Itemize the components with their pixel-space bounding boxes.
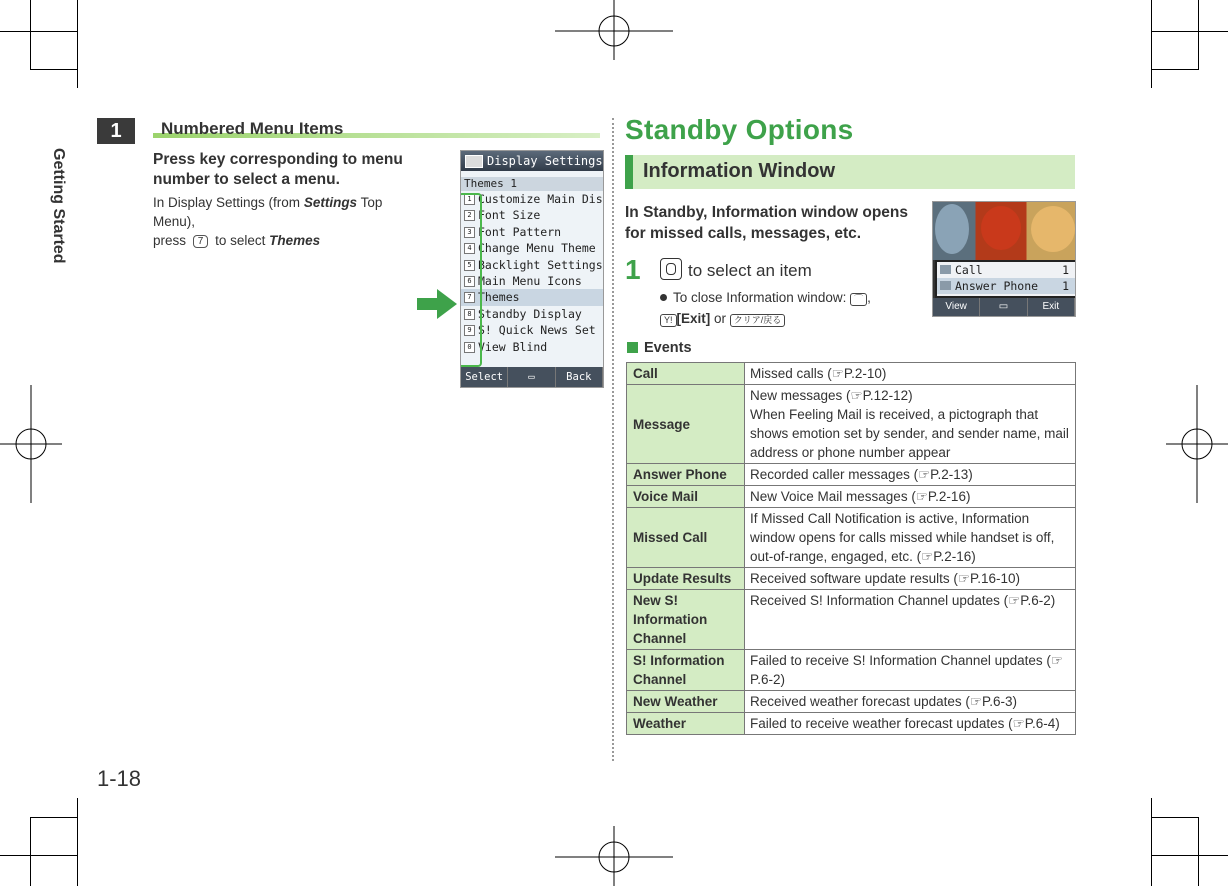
arrow-right-icon bbox=[417, 289, 457, 319]
instruction-post: to select bbox=[211, 233, 270, 248]
table-row bbox=[627, 568, 1076, 590]
phone-menu-item[interactable] bbox=[461, 306, 603, 322]
phone-menu-item[interactable] bbox=[461, 224, 603, 240]
step-text bbox=[660, 258, 812, 281]
menu-number-icon: 5 bbox=[464, 260, 475, 271]
end-key-icon: ⌒ bbox=[850, 293, 867, 306]
crop-mark bbox=[1151, 31, 1228, 32]
table-row bbox=[627, 508, 1076, 568]
info-softkeys bbox=[933, 298, 1075, 316]
themes-ref: Themes bbox=[269, 233, 321, 248]
phone-menu-item[interactable] bbox=[461, 257, 603, 273]
menu-item-label: Change Menu Theme bbox=[478, 241, 596, 256]
event-name: New Weather bbox=[627, 691, 745, 713]
section-bar bbox=[625, 155, 633, 189]
wallpaper-shape bbox=[935, 204, 969, 254]
exit-label: [Exit] bbox=[676, 311, 711, 326]
menu-icon bbox=[465, 155, 483, 168]
bullet-or: or bbox=[710, 311, 730, 326]
crop-mark bbox=[77, 0, 78, 88]
subheading bbox=[153, 117, 600, 141]
info-row-count: 1 bbox=[1062, 263, 1069, 277]
table-row bbox=[627, 590, 1076, 650]
event-name: Answer Phone bbox=[627, 464, 745, 486]
event-description: Recorded caller messages (☞P.2-13) bbox=[745, 464, 1076, 486]
instruction-text bbox=[153, 193, 403, 250]
phone-title: Display Settings bbox=[487, 154, 603, 168]
crop-mark bbox=[1198, 0, 1199, 70]
settings-ref: Settings bbox=[303, 195, 358, 210]
info-row-answer-phone[interactable] bbox=[937, 278, 1075, 294]
event-description: Missed calls (☞P.2-10) bbox=[745, 363, 1076, 385]
instruction-bold: Press key corresponding to menu number to select a menu. bbox=[153, 151, 403, 188]
table-row bbox=[627, 713, 1076, 735]
menu-number-icon: 0 bbox=[464, 342, 475, 353]
info-row-count: 1 bbox=[1062, 279, 1069, 293]
softkey-exit[interactable]: Exit bbox=[1028, 298, 1075, 316]
event-name: Message bbox=[627, 385, 745, 464]
phone-subtitle: Themes 1 bbox=[461, 177, 603, 191]
events-heading bbox=[627, 340, 692, 356]
menu-item-label: Customize Main Dis bbox=[478, 192, 603, 206]
info-row-label: Call bbox=[955, 263, 983, 277]
info-window-list bbox=[935, 260, 1076, 298]
event-name: Voice Mail bbox=[627, 486, 745, 508]
phone-menu-item[interactable] bbox=[461, 240, 603, 256]
phone-softkeys bbox=[461, 367, 603, 387]
softkey-center-icon[interactable]: ▭ bbox=[980, 298, 1027, 316]
event-description: Received weather forecast updates (☞P.6-3) bbox=[745, 691, 1076, 713]
table-row bbox=[627, 650, 1076, 691]
softkey-back[interactable]: Back bbox=[556, 367, 603, 387]
registration-mark-bottom bbox=[555, 826, 673, 886]
number-highlight bbox=[460, 193, 482, 367]
event-name: Update Results bbox=[627, 568, 745, 590]
information-window-screenshot bbox=[932, 201, 1076, 317]
menu-item-label: View Blind bbox=[478, 339, 548, 354]
event-name: S! Information Channel bbox=[627, 650, 745, 691]
event-name: Weather bbox=[627, 713, 745, 735]
events-heading-text: Events bbox=[644, 340, 692, 356]
softkey-center-icon[interactable]: ▭ bbox=[508, 367, 555, 387]
bullet-icon bbox=[660, 294, 667, 301]
event-description: Received S! Information Channel updates (☞P.6-2) bbox=[745, 590, 1076, 650]
key-7-icon: 7 bbox=[193, 235, 209, 248]
menu-item-label: Font Pattern bbox=[478, 224, 562, 239]
clear-key-icon: クリア/戻る bbox=[730, 314, 786, 327]
step-label: to select an item bbox=[688, 261, 812, 280]
step-number: 1 bbox=[625, 254, 641, 285]
page-title: Standby Options bbox=[625, 114, 854, 145]
crop-mark bbox=[77, 798, 78, 886]
menu-item-label: Main Menu Icons bbox=[478, 273, 582, 288]
table-row bbox=[627, 486, 1076, 508]
table-row bbox=[627, 464, 1076, 486]
registration-mark-left bbox=[0, 385, 62, 503]
chapter-label bbox=[50, 148, 134, 288]
call-icon bbox=[940, 265, 951, 274]
square-bullet-icon bbox=[627, 342, 638, 353]
menu-item-label: S! Quick News Set bbox=[478, 323, 596, 338]
bullet-pre: To close Information window: bbox=[673, 290, 851, 305]
events-table bbox=[626, 362, 1076, 735]
event-name: Missed Call bbox=[627, 508, 745, 568]
phone-menu-item[interactable] bbox=[461, 289, 603, 305]
crop-mark bbox=[1198, 817, 1199, 886]
registration-mark-right bbox=[1166, 385, 1228, 503]
wallpaper-shape bbox=[981, 206, 1021, 250]
menu-number-icon: 3 bbox=[464, 227, 475, 238]
phone-menu-list bbox=[461, 191, 603, 355]
event-description: Failed to receive S! Information Channel updates (☞P.6-2) bbox=[745, 650, 1076, 691]
section-heading bbox=[625, 155, 1075, 189]
display-settings-screenshot bbox=[460, 150, 604, 388]
phone-menu-item[interactable] bbox=[461, 322, 603, 338]
event-name: Call bbox=[627, 363, 745, 385]
menu-number-icon: 7 bbox=[464, 292, 475, 303]
phone-menu-item[interactable] bbox=[461, 191, 603, 207]
softkey-select[interactable]: Select bbox=[461, 367, 508, 387]
info-row-label: Answer Phone bbox=[955, 279, 1039, 293]
chapter-number: 1 bbox=[97, 118, 135, 144]
softkey-view[interactable]: View bbox=[933, 298, 980, 316]
menu-item-label: Font Size bbox=[478, 208, 541, 223]
chapter-label-text: Getting Started bbox=[50, 148, 68, 264]
menu-number-icon: 1 bbox=[464, 194, 475, 205]
menu-number-icon: 2 bbox=[464, 210, 475, 221]
answer-phone-icon bbox=[940, 281, 951, 290]
crop-mark bbox=[1151, 817, 1199, 818]
crop-mark bbox=[30, 69, 78, 70]
wallpaper-shape bbox=[1031, 206, 1075, 252]
event-description: If Missed Call Notification is active, Information window opens for calls missed while handset is off, out-of-range, engaged, etc. (☞P.2-16) bbox=[745, 508, 1076, 568]
crop-mark bbox=[30, 0, 31, 70]
navigation-key-icon bbox=[660, 258, 682, 280]
close-bullet: To close Information window: ⌒ , Y! [Exit] or クリア/戻る bbox=[660, 287, 910, 329]
intro-text: In Standby, Information window opens for missed calls, messages, etc. bbox=[625, 204, 909, 242]
instruction-mid: Top Menu), bbox=[153, 195, 383, 229]
event-description: Received software update results (☞P.16-10) bbox=[745, 568, 1076, 590]
crop-mark bbox=[1151, 0, 1152, 88]
crop-mark bbox=[1151, 69, 1199, 70]
menu-number-icon: 8 bbox=[464, 309, 475, 320]
page-number: 1-18 bbox=[97, 766, 142, 791]
phone-title-bar bbox=[461, 151, 603, 171]
table-row bbox=[627, 385, 1076, 464]
section-heading-text: Information Window bbox=[643, 160, 836, 182]
info-row-call[interactable] bbox=[937, 262, 1075, 278]
crop-mark bbox=[0, 31, 78, 32]
menu-item-label: Backlight Settings bbox=[478, 257, 603, 272]
table-row bbox=[627, 363, 1076, 385]
instruction-pre: In Display Settings (from bbox=[153, 195, 304, 210]
column-divider bbox=[612, 118, 614, 761]
registration-mark-top bbox=[555, 0, 673, 60]
menu-number-icon: 4 bbox=[464, 243, 475, 254]
subheading-text: Numbered Menu Items bbox=[161, 119, 344, 138]
event-description: New messages (☞P.12-12) When Feeling Mail is received, a pictograph that shows emotion set by sender, and sender name, mail address or phone number appear bbox=[745, 385, 1076, 464]
phone-menu-item[interactable] bbox=[461, 273, 603, 289]
phone-menu-item[interactable] bbox=[461, 339, 603, 355]
table-row bbox=[627, 691, 1076, 713]
crop-mark bbox=[1151, 798, 1152, 886]
instruction-press: press bbox=[153, 233, 190, 248]
event-description: New Voice Mail messages (☞P.2-16) bbox=[745, 486, 1076, 508]
event-description: Failed to receive weather forecast updates (☞P.6-4) bbox=[745, 713, 1076, 735]
crop-mark bbox=[1151, 855, 1228, 856]
menu-item-label: Standby Display bbox=[478, 306, 582, 321]
menu-item-label: Themes bbox=[478, 290, 520, 305]
menu-number-icon: 9 bbox=[464, 325, 475, 336]
menu-number-icon: 6 bbox=[464, 276, 475, 287]
crop-mark bbox=[0, 855, 78, 856]
phone-menu-item[interactable] bbox=[461, 207, 603, 223]
crop-mark bbox=[30, 817, 78, 818]
yahoo-key-icon: Y! bbox=[660, 314, 677, 327]
wallpaper-image bbox=[933, 202, 1075, 260]
crop-mark bbox=[30, 817, 31, 886]
event-name: New S! Information Channel bbox=[627, 590, 745, 650]
